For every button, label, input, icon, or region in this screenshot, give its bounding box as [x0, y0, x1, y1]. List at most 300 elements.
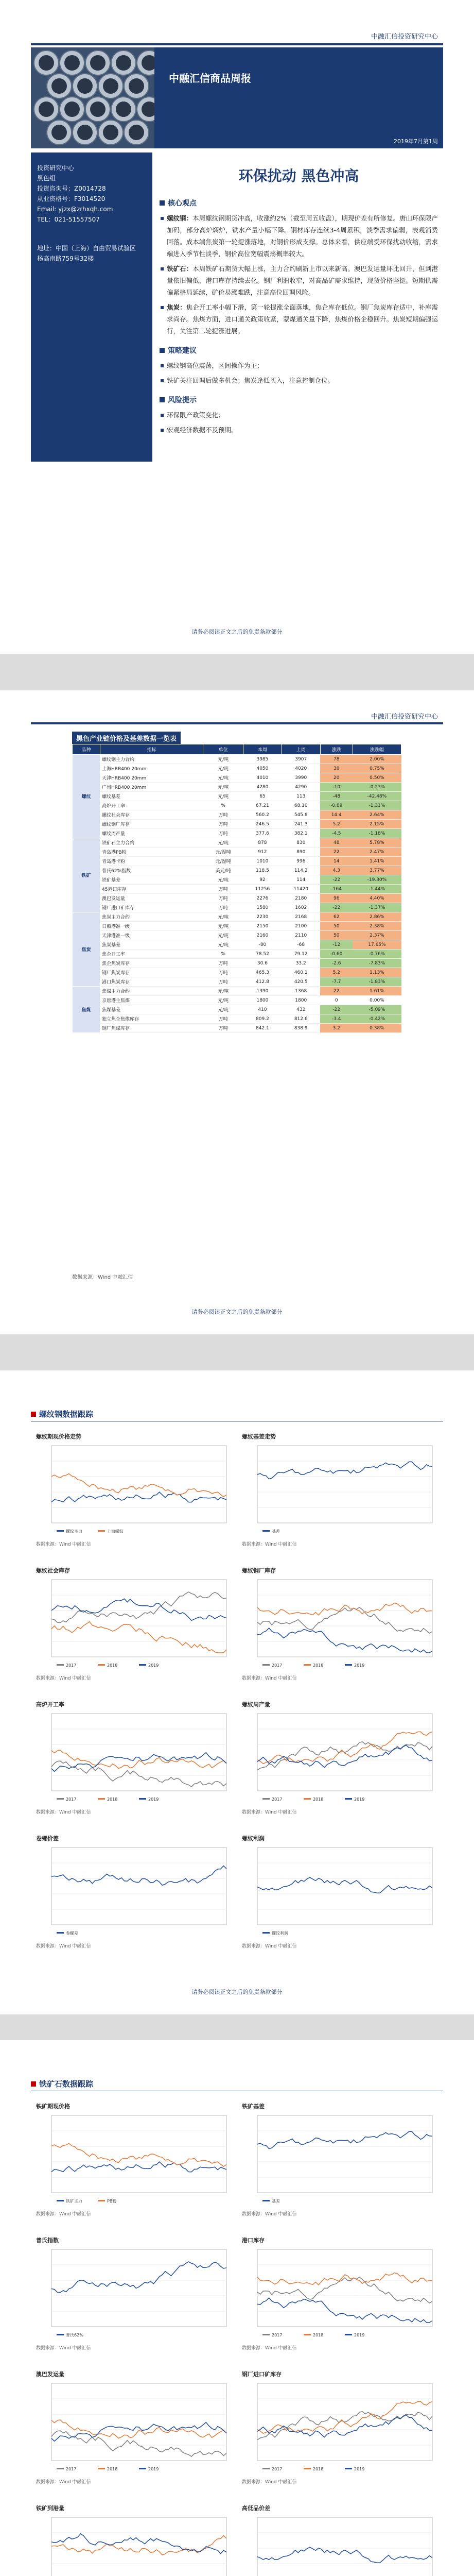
- table-cell: 3.77%: [353, 866, 401, 875]
- chart: [242, 2370, 437, 2485]
- table-cell: 天津HRB400 20mm: [100, 773, 203, 783]
- series-line: [51, 1492, 226, 1502]
- column-header: 品种: [73, 744, 100, 755]
- legend-label: 2018: [107, 2467, 118, 2471]
- table-cell: 113: [282, 792, 320, 801]
- legend-label: 2017: [66, 2467, 77, 2471]
- chart-plot: [242, 2111, 437, 2209]
- point-iron-ore: [160, 263, 438, 298]
- table-cell: 元/吨: [203, 838, 243, 848]
- plot-frame: [257, 2115, 432, 2193]
- legend-swatch: [57, 2200, 64, 2201]
- table-row: [73, 912, 401, 922]
- table-cell: 1800: [282, 996, 320, 1005]
- legend-swatch: [57, 1530, 64, 1532]
- legend-swatch: [345, 1798, 352, 1800]
- table-cell: 377.6: [243, 829, 282, 838]
- legend-label: 2017: [66, 1797, 77, 1802]
- chart: [242, 1700, 437, 1815]
- table-cell: 4280: [243, 783, 282, 792]
- legend-label: 2017: [66, 1663, 77, 1668]
- table-cell: 809.2: [243, 1014, 282, 1024]
- plot-frame: [51, 1446, 226, 1523]
- table-row: [73, 857, 401, 866]
- chart-title: 铁矿基差: [242, 2103, 265, 2110]
- table-cell: 912: [243, 848, 282, 857]
- table-row: [73, 820, 401, 829]
- table-cell: -0.23%: [353, 783, 401, 792]
- table-cell: -1.44%: [353, 885, 401, 894]
- legend-swatch: [262, 1798, 270, 1800]
- series-line: [51, 2420, 226, 2438]
- table-cell: 30.6: [243, 959, 282, 968]
- table-cell: 螺纹周产量: [100, 829, 203, 838]
- legend-swatch: [139, 2468, 146, 2469]
- series-line: [257, 2547, 432, 2563]
- chart: [36, 2102, 232, 2217]
- legend-swatch: [98, 2200, 105, 2201]
- table-cell: 钢厂焦煤库存: [100, 1024, 203, 1033]
- table-cell: 万吨: [203, 829, 243, 838]
- chart-source: 数据来源：Wind 中融汇信: [36, 1676, 91, 1681]
- chart: [36, 2504, 232, 2576]
- legend-swatch: [262, 2200, 270, 2201]
- legend-label: 2019: [354, 2333, 365, 2337]
- column-header: 涨跌: [320, 744, 353, 755]
- legend-label: 普氏62%: [66, 2333, 83, 2337]
- legend-label: 2019: [148, 1797, 159, 1802]
- plot-frame: [51, 2249, 226, 2327]
- table-cell: -19.30%: [353, 875, 401, 885]
- table-cell: -0.89: [320, 801, 353, 810]
- legend-swatch: [57, 2334, 64, 2335]
- table-cell: -0.60: [320, 950, 353, 959]
- chart: [242, 2504, 437, 2576]
- chart-source: 数据来源：Wind 中融汇信: [242, 1810, 297, 1815]
- plot-frame: [51, 2383, 226, 2461]
- table-cell: 4.3: [320, 866, 353, 875]
- table-cell: 1010: [243, 857, 282, 866]
- table-cell: 2230: [243, 912, 282, 922]
- table-cell: 焦煤主力合约: [100, 987, 203, 996]
- table-cell: -1.37%: [353, 903, 401, 912]
- table-cell: 22: [320, 848, 353, 857]
- series-line: [257, 2273, 432, 2285]
- table-cell: 2276: [243, 894, 282, 903]
- table-cell: -1.83%: [353, 977, 401, 987]
- table-row: [73, 977, 401, 987]
- table-cell: -42.48%: [353, 792, 401, 801]
- series-line: [51, 1761, 226, 1787]
- plot-frame: [51, 1714, 226, 1791]
- table-row: [73, 764, 401, 773]
- section-core-view: [160, 198, 438, 208]
- legend-swatch: [98, 2468, 105, 2469]
- table-cell: 螺纹钢主力合约: [100, 755, 203, 764]
- table-cell: -48: [320, 792, 353, 801]
- table-cell: 2.86%: [353, 912, 401, 922]
- series-line: [257, 1607, 432, 1633]
- series-line: [51, 1592, 226, 1623]
- chart-source: 数据来源：Wind 中融汇信: [242, 2212, 297, 2217]
- table-cell: 2.47%: [353, 848, 401, 857]
- chart-title: 卷螺价差: [36, 1835, 59, 1842]
- table-page: [0, 690, 474, 1334]
- table-cell: 11420: [282, 885, 320, 894]
- cover-main: [160, 152, 438, 439]
- table-row: [73, 1024, 401, 1033]
- table-cell: 560.2: [243, 810, 282, 820]
- table-cell: 元/吨: [203, 987, 243, 996]
- table-cell: 4290: [282, 783, 320, 792]
- chart-source: 数据来源：Wind 中融汇信: [242, 1676, 297, 1681]
- header-rule: [31, 43, 443, 45]
- brand-title: 中融汇信商品周报: [169, 72, 251, 84]
- table-cell: 螺纹钢厂库存: [100, 820, 203, 829]
- table-cell: 澳巴发运量: [100, 894, 203, 903]
- chart-plot: [36, 2379, 232, 2477]
- qualification-no: 从业资格号：F3014520: [37, 195, 106, 202]
- table-cell: 878: [243, 838, 282, 848]
- table-cell: 1.41%: [353, 857, 401, 866]
- section-title: 策略建议: [168, 347, 197, 355]
- table-row: [73, 783, 401, 792]
- table-row: [73, 940, 401, 950]
- legend-label: 螺纹利润: [272, 1931, 288, 1936]
- table-cell: 92: [243, 875, 282, 885]
- column-header: 指标: [100, 744, 203, 755]
- table-row: [73, 875, 401, 885]
- series-line: [51, 2262, 226, 2293]
- point-text: 焦企开工率小幅下滑，第一轮提涨全面落地，焦企库存低位。钢厂焦炭库存适中，补库需求尚存。焦煤方面，进口通关政策收紧，蒙煤通关量下降，焦煤价格企稳回升。焦炭短期偏强运行，关注第二轮提涨进展。: [167, 303, 438, 335]
- table-cell: 元/吨: [203, 755, 243, 764]
- series-line: [51, 2431, 226, 2456]
- series-line: [257, 1603, 432, 1615]
- plot-frame: [257, 1446, 432, 1523]
- chart-source: 数据来源：Wind 中融汇信: [36, 2212, 91, 2217]
- series-line: [257, 1732, 432, 1764]
- table-cell: 1580: [243, 903, 282, 912]
- series-line: [51, 1753, 226, 1772]
- address-line-1: 地址：中国（上海）自由贸易试验区: [37, 245, 136, 252]
- plot-frame: [257, 2517, 432, 2576]
- table-row: [73, 801, 401, 810]
- table-cell: 京唐港主焦煤: [100, 996, 203, 1005]
- chart: [36, 1700, 232, 1815]
- table-cell: 元/吨: [203, 922, 243, 931]
- table-cell: 元/吨: [203, 931, 243, 940]
- table-cell: 焦炭基差: [100, 940, 203, 950]
- chart-title: 钢厂进口矿库存: [242, 2371, 282, 2378]
- table-cell: -1.18%: [353, 829, 401, 838]
- table-row: [73, 922, 401, 931]
- telephone: TEL：021-51557507: [37, 216, 100, 223]
- table-cell: 青岛港PB粉: [100, 848, 203, 857]
- table-cell: 1800: [243, 996, 282, 1005]
- table-cell: 0.38%: [353, 1024, 401, 1033]
- legend-label: 基差: [272, 2199, 280, 2204]
- table-cell: 天津港准一级: [100, 931, 203, 940]
- table-cell: -4.5: [320, 829, 353, 838]
- series-line: [257, 2401, 432, 2433]
- table-row: [73, 755, 401, 764]
- legend-label: 上海螺纹: [107, 1529, 124, 1534]
- table-cell: -0.42%: [353, 1014, 401, 1024]
- category-cell: 焦炭: [73, 912, 100, 987]
- table-cell: 68.10: [282, 801, 320, 810]
- table-row: [73, 885, 401, 894]
- table-cell: 838.9: [282, 1024, 320, 1033]
- table-cell: 日照港准一级: [100, 922, 203, 931]
- legend-swatch: [345, 2334, 352, 2335]
- table-cell: 812.6: [282, 1014, 320, 1024]
- table-cell: 广州HRB400 20mm: [100, 783, 203, 792]
- table-cell: 545.8: [282, 810, 320, 820]
- legend-label: 2019: [354, 1797, 365, 1802]
- table-cell: 30: [320, 764, 353, 773]
- table-row: [73, 866, 401, 875]
- table-cell: 412.8: [243, 977, 282, 987]
- table-row: [73, 903, 401, 912]
- cover-page: [0, 0, 474, 654]
- series-line: [51, 2422, 226, 2442]
- column-header: 本周: [243, 744, 282, 755]
- table-cell: 铁矿石主力合约: [100, 838, 203, 848]
- table-cell: 14.4: [320, 810, 353, 820]
- table-cell: 996: [282, 857, 320, 866]
- strategy-item: 螺纹钢高位震荡，区间操作为主；: [160, 360, 438, 371]
- risk-item: 环保限产政策变化；: [160, 409, 438, 421]
- square-bullet-icon: [160, 348, 165, 353]
- table-cell: 2.15%: [353, 820, 401, 829]
- plot-frame: [51, 1580, 226, 1657]
- table-cell: 万吨: [203, 959, 243, 968]
- series-line: [257, 2415, 432, 2437]
- table-cell: 元/湿吨: [203, 857, 243, 866]
- page-footer: 请务必阅读正文之后的免责条款部分: [191, 629, 283, 635]
- category-cell: 焦煤: [73, 987, 100, 1033]
- table-cell: 元/吨: [203, 773, 243, 783]
- column-header: 单位: [203, 744, 243, 755]
- table-cell: 万吨: [203, 977, 243, 987]
- chart: [36, 2370, 232, 2485]
- plot-frame: [257, 2249, 432, 2327]
- table-cell: -1.31%: [353, 801, 401, 810]
- table-row: [73, 987, 401, 996]
- chart-plot: [36, 2513, 232, 2576]
- table-cell: 焦企焦炭库存: [100, 959, 203, 968]
- chart-plot: [242, 1709, 437, 1807]
- square-bullet-icon: [31, 2081, 36, 2087]
- legend-swatch: [57, 2468, 64, 2469]
- header-rule: [31, 722, 443, 724]
- table-cell: %: [203, 950, 243, 959]
- section-title: 风险提示: [168, 396, 197, 404]
- table-row: [73, 959, 401, 968]
- legend-label: PB粉: [107, 2199, 117, 2204]
- chart-plot: [36, 2111, 232, 2209]
- risk-item: 宏观经济数据不及预期。: [160, 424, 438, 436]
- chart: [36, 2236, 232, 2351]
- table-cell: 5.2: [320, 968, 353, 977]
- chart-title: 螺纹期现价格走势: [36, 1433, 81, 1440]
- chart-plot: [242, 1575, 437, 1673]
- square-bullet-icon: [160, 397, 165, 402]
- table-cell: 3985: [243, 755, 282, 764]
- legend-swatch: [262, 2334, 270, 2335]
- chart-title: 高炉开工率: [36, 1701, 64, 1708]
- table-cell: 焦煤基差: [100, 1005, 203, 1014]
- series-line: [51, 2143, 226, 2166]
- table-cell: 万吨: [203, 894, 243, 903]
- legend-label: 2019: [354, 1663, 365, 1668]
- legend-label: 2017: [272, 2467, 283, 2471]
- table-cell: 842.1: [243, 1024, 282, 1033]
- legend-label: 2017: [272, 1797, 283, 1802]
- chart-plot: [242, 2513, 437, 2576]
- series-line: [51, 1473, 226, 1497]
- table-cell: 元/吨: [203, 1005, 243, 1014]
- table-cell: %: [203, 801, 243, 810]
- table-cell: 48: [320, 838, 353, 848]
- chart-title: 高低品价差: [242, 2505, 270, 2512]
- table-row: [73, 829, 401, 838]
- category-cell: 铁矿: [73, 838, 100, 912]
- table-source: 数据来源：Wind 中融汇信: [72, 1275, 133, 1280]
- chart-source: 数据来源：Wind 中融汇信: [242, 2480, 297, 2485]
- legend-swatch: [57, 1664, 64, 1666]
- table-cell: 20: [320, 773, 353, 783]
- table-cell: -2.6: [320, 959, 353, 968]
- legend-swatch: [139, 1798, 146, 1800]
- chart: [36, 1566, 232, 1681]
- chart-plot: [36, 1843, 232, 1941]
- legend-swatch: [98, 1798, 105, 1800]
- chart-title: 铁矿到港量: [36, 2505, 64, 2512]
- chart-plot: [242, 1843, 437, 1941]
- square-bullet-icon: [160, 200, 165, 206]
- chart-plot: [36, 1442, 232, 1539]
- table-cell: 元/吨: [203, 783, 243, 792]
- table-cell: -5.09%: [353, 1005, 401, 1014]
- chart-source: 数据来源：Wind 中融汇信: [36, 2480, 91, 2485]
- chart-plot: [242, 2245, 437, 2343]
- table-cell: 螺纹基差: [100, 792, 203, 801]
- table-cell: 4020: [282, 764, 320, 773]
- chart-source: 数据来源：Wind 中融汇信: [242, 1944, 297, 1949]
- point-text: 本周铁矿石期货大幅上涨，主力合约刷新上市以来新高。澳巴发运量环比回升，但到港量依旧偏低，港口库存持续去化。钢厂利润收窄，对高品矿需求维持，现货价格坚挺。短期供需偏紧格局延续，矿价易涨难跌，注意高位回调风险。: [167, 265, 438, 296]
- table-cell: 2.00%: [353, 755, 401, 764]
- series-line: [51, 1750, 226, 1769]
- chart-title: 澳巴发运量: [36, 2371, 64, 2378]
- table-cell: 1390: [243, 987, 282, 996]
- table-cell: 高炉开工率: [100, 801, 203, 810]
- chart: [242, 1566, 437, 1681]
- table-cell: 元/湿吨: [203, 848, 243, 857]
- table-cell: 432: [282, 1005, 320, 1014]
- legend-swatch: [262, 1664, 270, 1666]
- table-cell: 45港口库存: [100, 885, 203, 894]
- header-org: 中融汇信投资研究中心: [371, 33, 438, 41]
- legend-swatch: [304, 2468, 311, 2469]
- chart-title: 螺纹社会库存: [36, 1567, 70, 1574]
- chart-title: 铁矿期现价格: [36, 2103, 70, 2110]
- table-cell: 2.38%: [353, 922, 401, 931]
- legend-swatch: [262, 1530, 270, 1532]
- legend-label: 2018: [313, 1663, 324, 1668]
- table-header-row: [73, 744, 401, 755]
- table-row: [73, 848, 401, 857]
- section-risk: [160, 395, 438, 405]
- table-cell: -68: [282, 940, 320, 950]
- table-cell: 3990: [282, 773, 320, 783]
- legend-label: 2019: [148, 1663, 159, 1668]
- chart-title: 普氏指数: [36, 2237, 59, 2244]
- series-line: [51, 1622, 226, 1653]
- table-cell: 460.1: [282, 968, 320, 977]
- table-cell: 17.65%: [353, 940, 401, 950]
- legend-swatch: [262, 1932, 270, 1934]
- category-cell: 螺纹: [73, 755, 100, 838]
- legend-swatch: [304, 1798, 311, 1800]
- table-cell: -7.7: [320, 977, 353, 987]
- legend-swatch: [57, 1798, 64, 1800]
- legend-swatch: [262, 2468, 270, 2469]
- table-cell: 4010: [243, 773, 282, 783]
- chart: [36, 1432, 232, 1547]
- chart-source: 数据来源：Wind 中融汇信: [36, 1810, 91, 1815]
- table-cell: -164: [320, 885, 353, 894]
- legend-swatch: [345, 1664, 352, 1666]
- table-cell: 钢厂进口矿库存: [100, 903, 203, 912]
- table-cell: 上海HRB400 20mm: [100, 764, 203, 773]
- chart-plot: [242, 1442, 437, 1539]
- table-cell: 0.50%: [353, 773, 401, 783]
- table-cell: 万吨: [203, 903, 243, 912]
- table-cell: 1.13%: [353, 968, 401, 977]
- legend-label: 2017: [272, 1663, 283, 1668]
- chart: [242, 1834, 437, 1949]
- table-cell: 11256: [243, 885, 282, 894]
- point-rebar: [160, 212, 438, 260]
- table-cell: 33.2: [282, 959, 320, 968]
- chart-title: 螺纹周产量: [242, 1701, 270, 1708]
- series-line: [257, 1877, 432, 1893]
- legend-label: 基差: [272, 1529, 280, 1534]
- table-cell: 2110: [282, 931, 320, 940]
- table-cell: 2160: [243, 931, 282, 940]
- chart-title: 螺纹钢厂库存: [242, 1567, 276, 1574]
- table-cell: 螺纹社会库存: [100, 810, 203, 820]
- table-row: [73, 968, 401, 977]
- table-cell: 50: [320, 922, 353, 931]
- point-tag: 铁矿石：: [167, 265, 193, 273]
- table-title: 黑色产业链价格及基差数据一览表: [72, 732, 181, 744]
- legend-label: 卷螺差: [66, 1931, 78, 1936]
- chart-plot: [242, 2379, 437, 2477]
- table-cell: 3.2: [320, 1024, 353, 1033]
- table-cell: 焦企开工率: [100, 950, 203, 959]
- table-row: [73, 931, 401, 940]
- table-cell: 元/吨: [203, 875, 243, 885]
- table-cell: -22: [320, 1005, 353, 1014]
- legend-label: 2018: [313, 2333, 324, 2337]
- table-cell: -0.76%: [353, 950, 401, 959]
- column-header: 上周: [282, 744, 320, 755]
- legend-label: 螺纹主力: [66, 1529, 82, 1534]
- series-line: [51, 2536, 226, 2555]
- table-cell: 114.2: [282, 866, 320, 875]
